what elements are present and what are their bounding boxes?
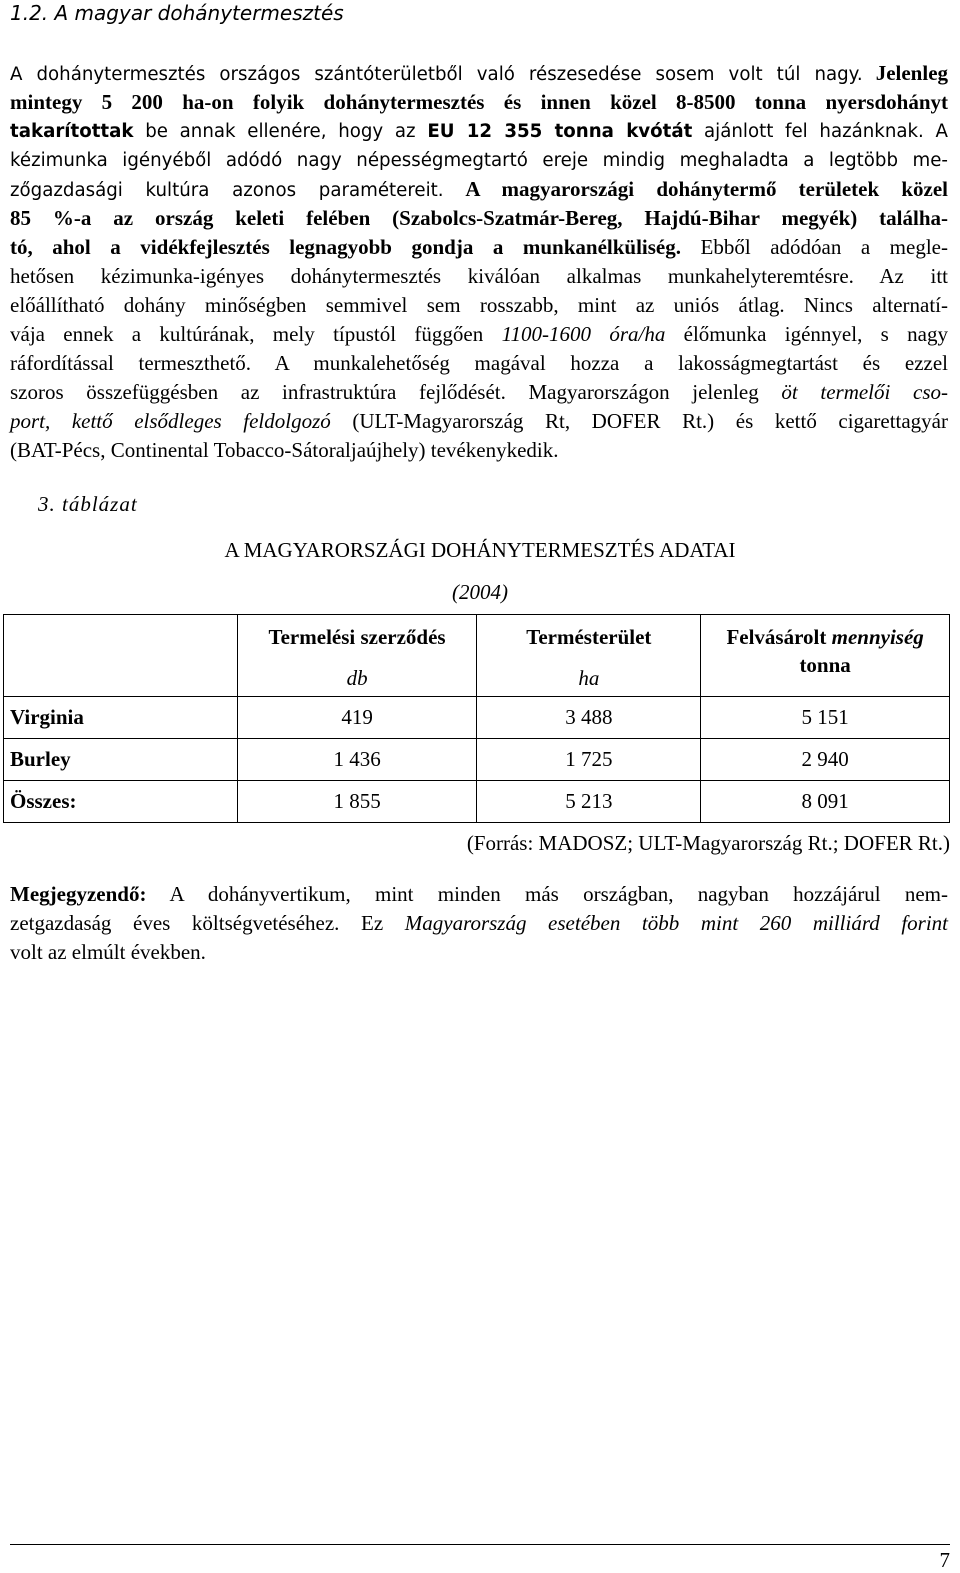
- header-empty-cell: [4, 615, 238, 697]
- paragraph-line: előállítható dohány minőségben semmivel sem rosszabb, mint az uniós átlag. Nincs alternatí-: [10, 293, 948, 317]
- paragraph-line: 85 %-a az ország keleti felében (Szabolcs-Szatmár-Bereg, Hajdú-Bihar megyék) találha-: [10, 206, 948, 230]
- paragraph-line: vája ennek a kultúrának, mely típustól függően 1100-1600 óra/ha élőmunka igénnyel, s nagy: [10, 322, 948, 346]
- table-source: (Forrás: MADOSZ; ULT-Magyarország Rt.; DOFER Rt.): [466, 831, 950, 855]
- table-cell: 1 725: [477, 739, 701, 781]
- data-table: [3, 614, 950, 823]
- paragraph-line: A dohánytermesztés országos szántóterületből való részesedése sosem volt túl nagy. Jelenleg: [10, 61, 949, 85]
- header-cell: Termésterület ha: [477, 615, 701, 697]
- header-cell: Felvásárolt mennyiség tonna: [701, 615, 950, 697]
- paragraph-line: zőgazdasági kultúra azonos paramétereit. A magyarországi dohánytermő területek közel: [10, 177, 949, 201]
- table-row: [4, 739, 950, 781]
- table-cell: 5 213: [477, 781, 701, 823]
- paragraph-line: mintegy 5 200 ha-on folyik dohánytermesztés és innen közel 8-8500 tonna nyersdohányt: [10, 90, 948, 114]
- table-cell: 1 855: [237, 781, 477, 823]
- table-row: [4, 697, 950, 739]
- row-label: Burley: [4, 739, 238, 781]
- table-cell: 5 151: [701, 697, 950, 739]
- paragraph-line: kézimunka igényéből adódó nagy népességmegtartó ereje mindig meghaladta a legtöbb me-: [10, 150, 948, 171]
- table-cell: 1 436: [237, 739, 477, 781]
- paragraph-line: ráfordítással termeszthető. A munkalehetőség magával hozza a lakosságmegtartást és ezzel: [10, 351, 948, 375]
- paragraph-line: volt az elmúlt években.: [10, 940, 206, 964]
- paragraph-line: zetgazdaság éves költségvetéséhez. Ez Magyarország esetében több mint 260 milliárd forint: [10, 911, 948, 935]
- row-label: Virginia: [4, 697, 238, 739]
- paragraph-line: takarítottak be annak ellenére, hogy az EU 12 355 tonna kvótát ajánlott fel hazánknak. A: [10, 121, 948, 142]
- body-paragraph: [10, 59, 948, 465]
- row-label: Összes:: [4, 781, 238, 823]
- section-heading: 1.2. A magyar dohánytermesztés: [10, 1, 344, 25]
- footer-divider: [10, 1544, 950, 1545]
- paragraph-line: tó, ahol a vidékfejlesztés legnagyobb gondja a munkanélküliség. Ebből adódóan a megle-: [10, 235, 948, 259]
- table-caption: 3. táblázat: [38, 492, 138, 516]
- table-header-row: [4, 615, 950, 697]
- page-number: 7: [939, 1548, 950, 1572]
- paragraph-line: Megjegyzendő: A dohányvertikum, mint minden más országban, nagyban hozzájárul nem-: [10, 882, 948, 906]
- header-cell: Termelési szerződés db: [237, 615, 477, 697]
- paragraph-line: hetősen kézimunka-igényes dohánytermesztés kiválóan alkalmas munkahelyteremtésre. Az itt: [10, 264, 948, 288]
- paragraph-line: (BAT-Pécs, Continental Tobacco-Sátoraljaújhely) tevékenykedik.: [10, 438, 559, 462]
- table-cell: 419: [237, 697, 477, 739]
- paragraph-line: szoros összefüggésben az infrastruktúra fejlődését. Magyarországon jelenleg öt termelői cso-: [10, 380, 948, 404]
- paragraph-line: port, kettő elsődleges feldolgozó (ULT-Magyarország Rt, DOFER Rt.) és kettő cigarettagyár: [10, 409, 948, 433]
- table-cell: 2 940: [701, 739, 950, 781]
- table-year: (2004): [452, 580, 508, 604]
- table-title: A MAGYARORSZÁGI DOHÁNYTERMESZTÉS ADATAI: [224, 538, 736, 562]
- note-paragraph: [10, 880, 948, 967]
- table-cell: 8 091: [701, 781, 950, 823]
- table-cell: 3 488: [477, 697, 701, 739]
- table-row: [4, 781, 950, 823]
